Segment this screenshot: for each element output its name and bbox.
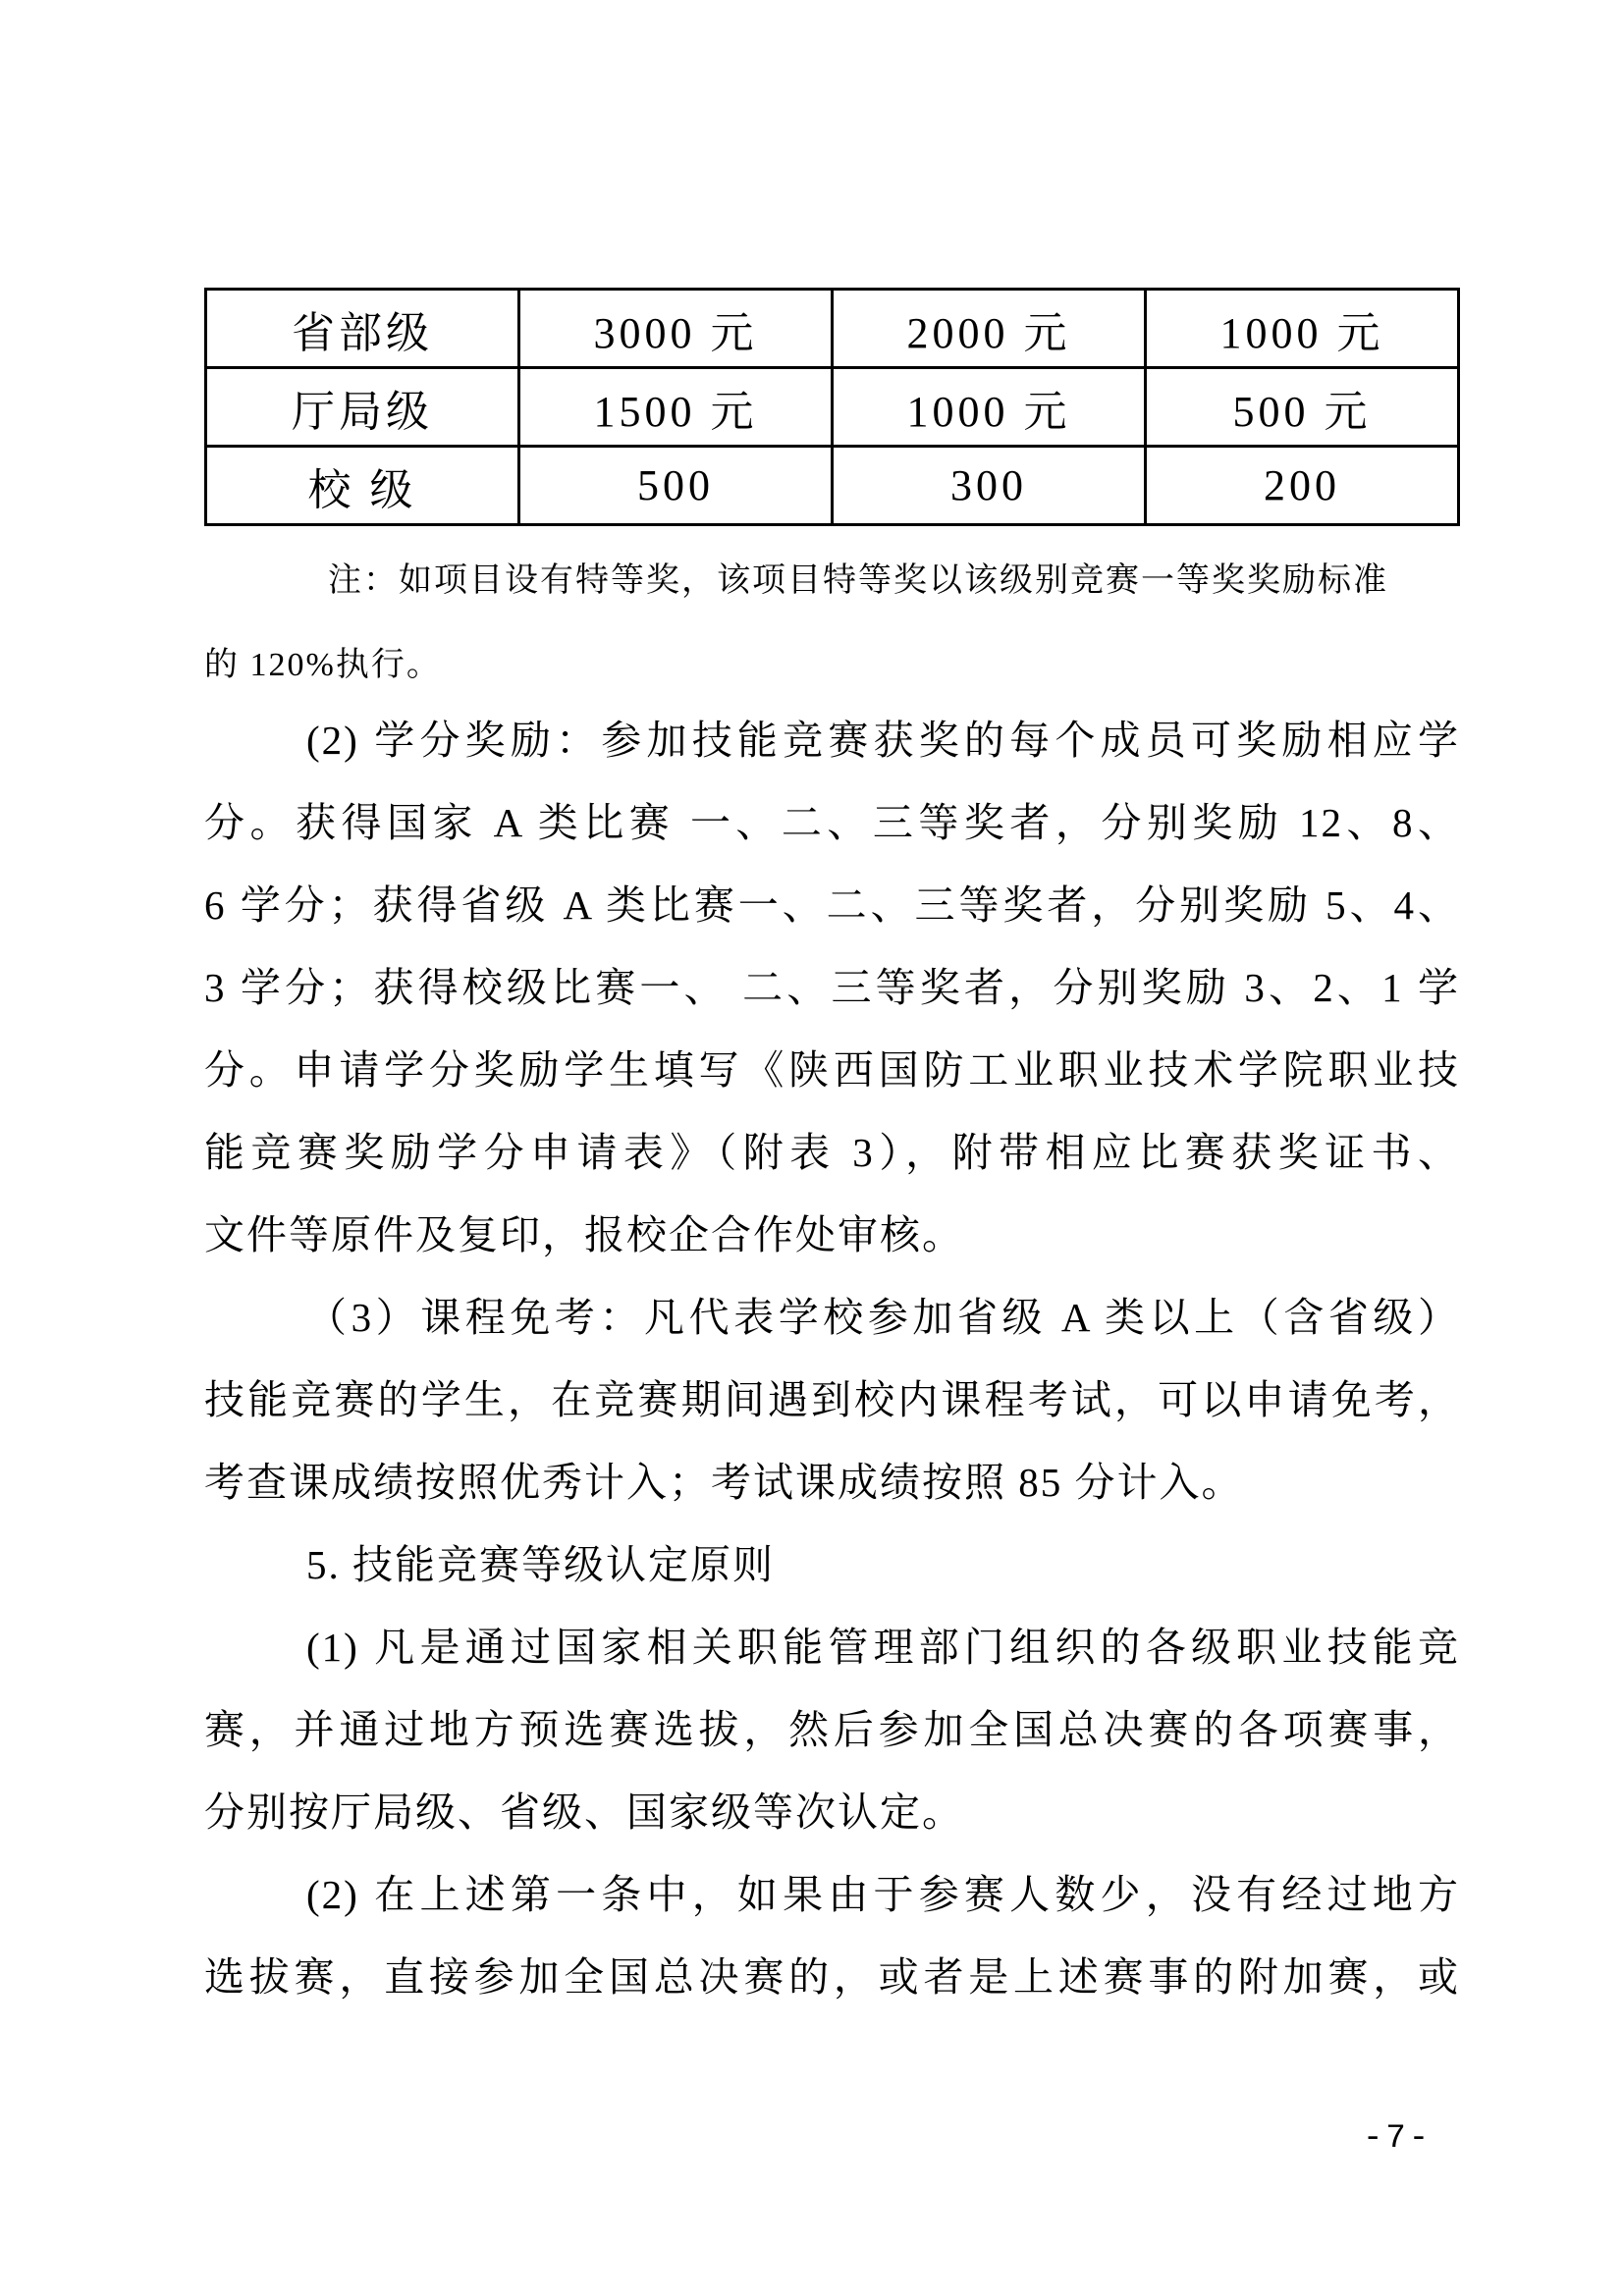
body-line: 赛，并通过地方预选赛选拔，然后参加全国总决赛的各项赛事， — [204, 1707, 1460, 1752]
note-line: 注：如项目设有特等奖，该项目特等奖以该级别竞赛一等奖奖励标准 — [328, 562, 1388, 599]
body-line: （3）课程免考：凡代表学校参加省级 A 类以上（含省级） — [306, 1295, 1460, 1340]
award-table — [204, 288, 1460, 526]
table-cell: 校 级 — [206, 447, 519, 525]
body-line: 6 学分；获得省级 A 类比赛一、二、三等奖者，分别奖励 5、4、 — [204, 882, 1460, 928]
body-line: 文件等原件及复印，报校企合作处审核。 — [204, 1212, 964, 1257]
body-text — [204, 699, 1460, 2018]
table-cell: 500 — [519, 447, 833, 525]
table-cell: 厅局级 — [206, 368, 519, 447]
body-line: (2) 在上述第一条中，如果由于参赛人数少，没有经过地方 — [306, 1872, 1460, 1917]
body-line: 分。获得国家 A 类比赛 一、二、三等奖者，分别奖励 12、8、 — [204, 800, 1460, 845]
body-line: 分。申请学分奖励学生填写《陕西国防工业职业技术学院职业技 — [204, 1047, 1460, 1093]
table-cell: 3000 元 — [519, 290, 833, 368]
table-row — [206, 368, 1459, 447]
body-line: 3 学分；获得校级比赛一、 二、三等奖者，分别奖励 3、2、1 学 — [204, 965, 1460, 1010]
table-cell: 200 — [1146, 447, 1459, 525]
body-line: (1) 凡是通过国家相关职能管理部门组织的各级职业技能竞 — [306, 1625, 1460, 1670]
table-cell: 1000 元 — [1146, 290, 1459, 368]
table-row — [206, 447, 1459, 525]
table-cell: 500 元 — [1146, 368, 1459, 447]
body-line: 5. 技能竞赛等级认定原则 — [306, 1542, 775, 1587]
table-cell: 2000 元 — [833, 290, 1146, 368]
page-number: -7- — [1363, 2120, 1433, 2158]
body-line: 技能竞赛的学生，在竞赛期间遇到校内课程考试，可以申请免考， — [204, 1377, 1460, 1422]
table-note — [204, 539, 1460, 708]
table-cell: 1000 元 — [833, 368, 1146, 447]
body-line: (2) 学分奖励：参加技能竞赛获奖的每个成员可奖励相应学 — [306, 718, 1460, 763]
table-cell: 300 — [833, 447, 1146, 525]
table-cell: 省部级 — [206, 290, 519, 368]
note-line: 的 120%执行。 — [204, 647, 442, 683]
body-line: 分别按厅局级、省级、国家级等次认定。 — [204, 1789, 964, 1835]
body-line: 能竞赛奖励学分申请表》（附表 3），附带相应比赛获奖证书、 — [204, 1130, 1460, 1175]
body-line: 选拔赛，直接参加全国总决赛的，或者是上述赛事的附加赛，或 — [204, 1954, 1460, 2000]
table-row — [206, 290, 1459, 368]
table-cell: 1500 元 — [519, 368, 833, 447]
body-line: 考查课成绩按照优秀计入；考试课成绩按照 85 分计入。 — [204, 1460, 1244, 1505]
